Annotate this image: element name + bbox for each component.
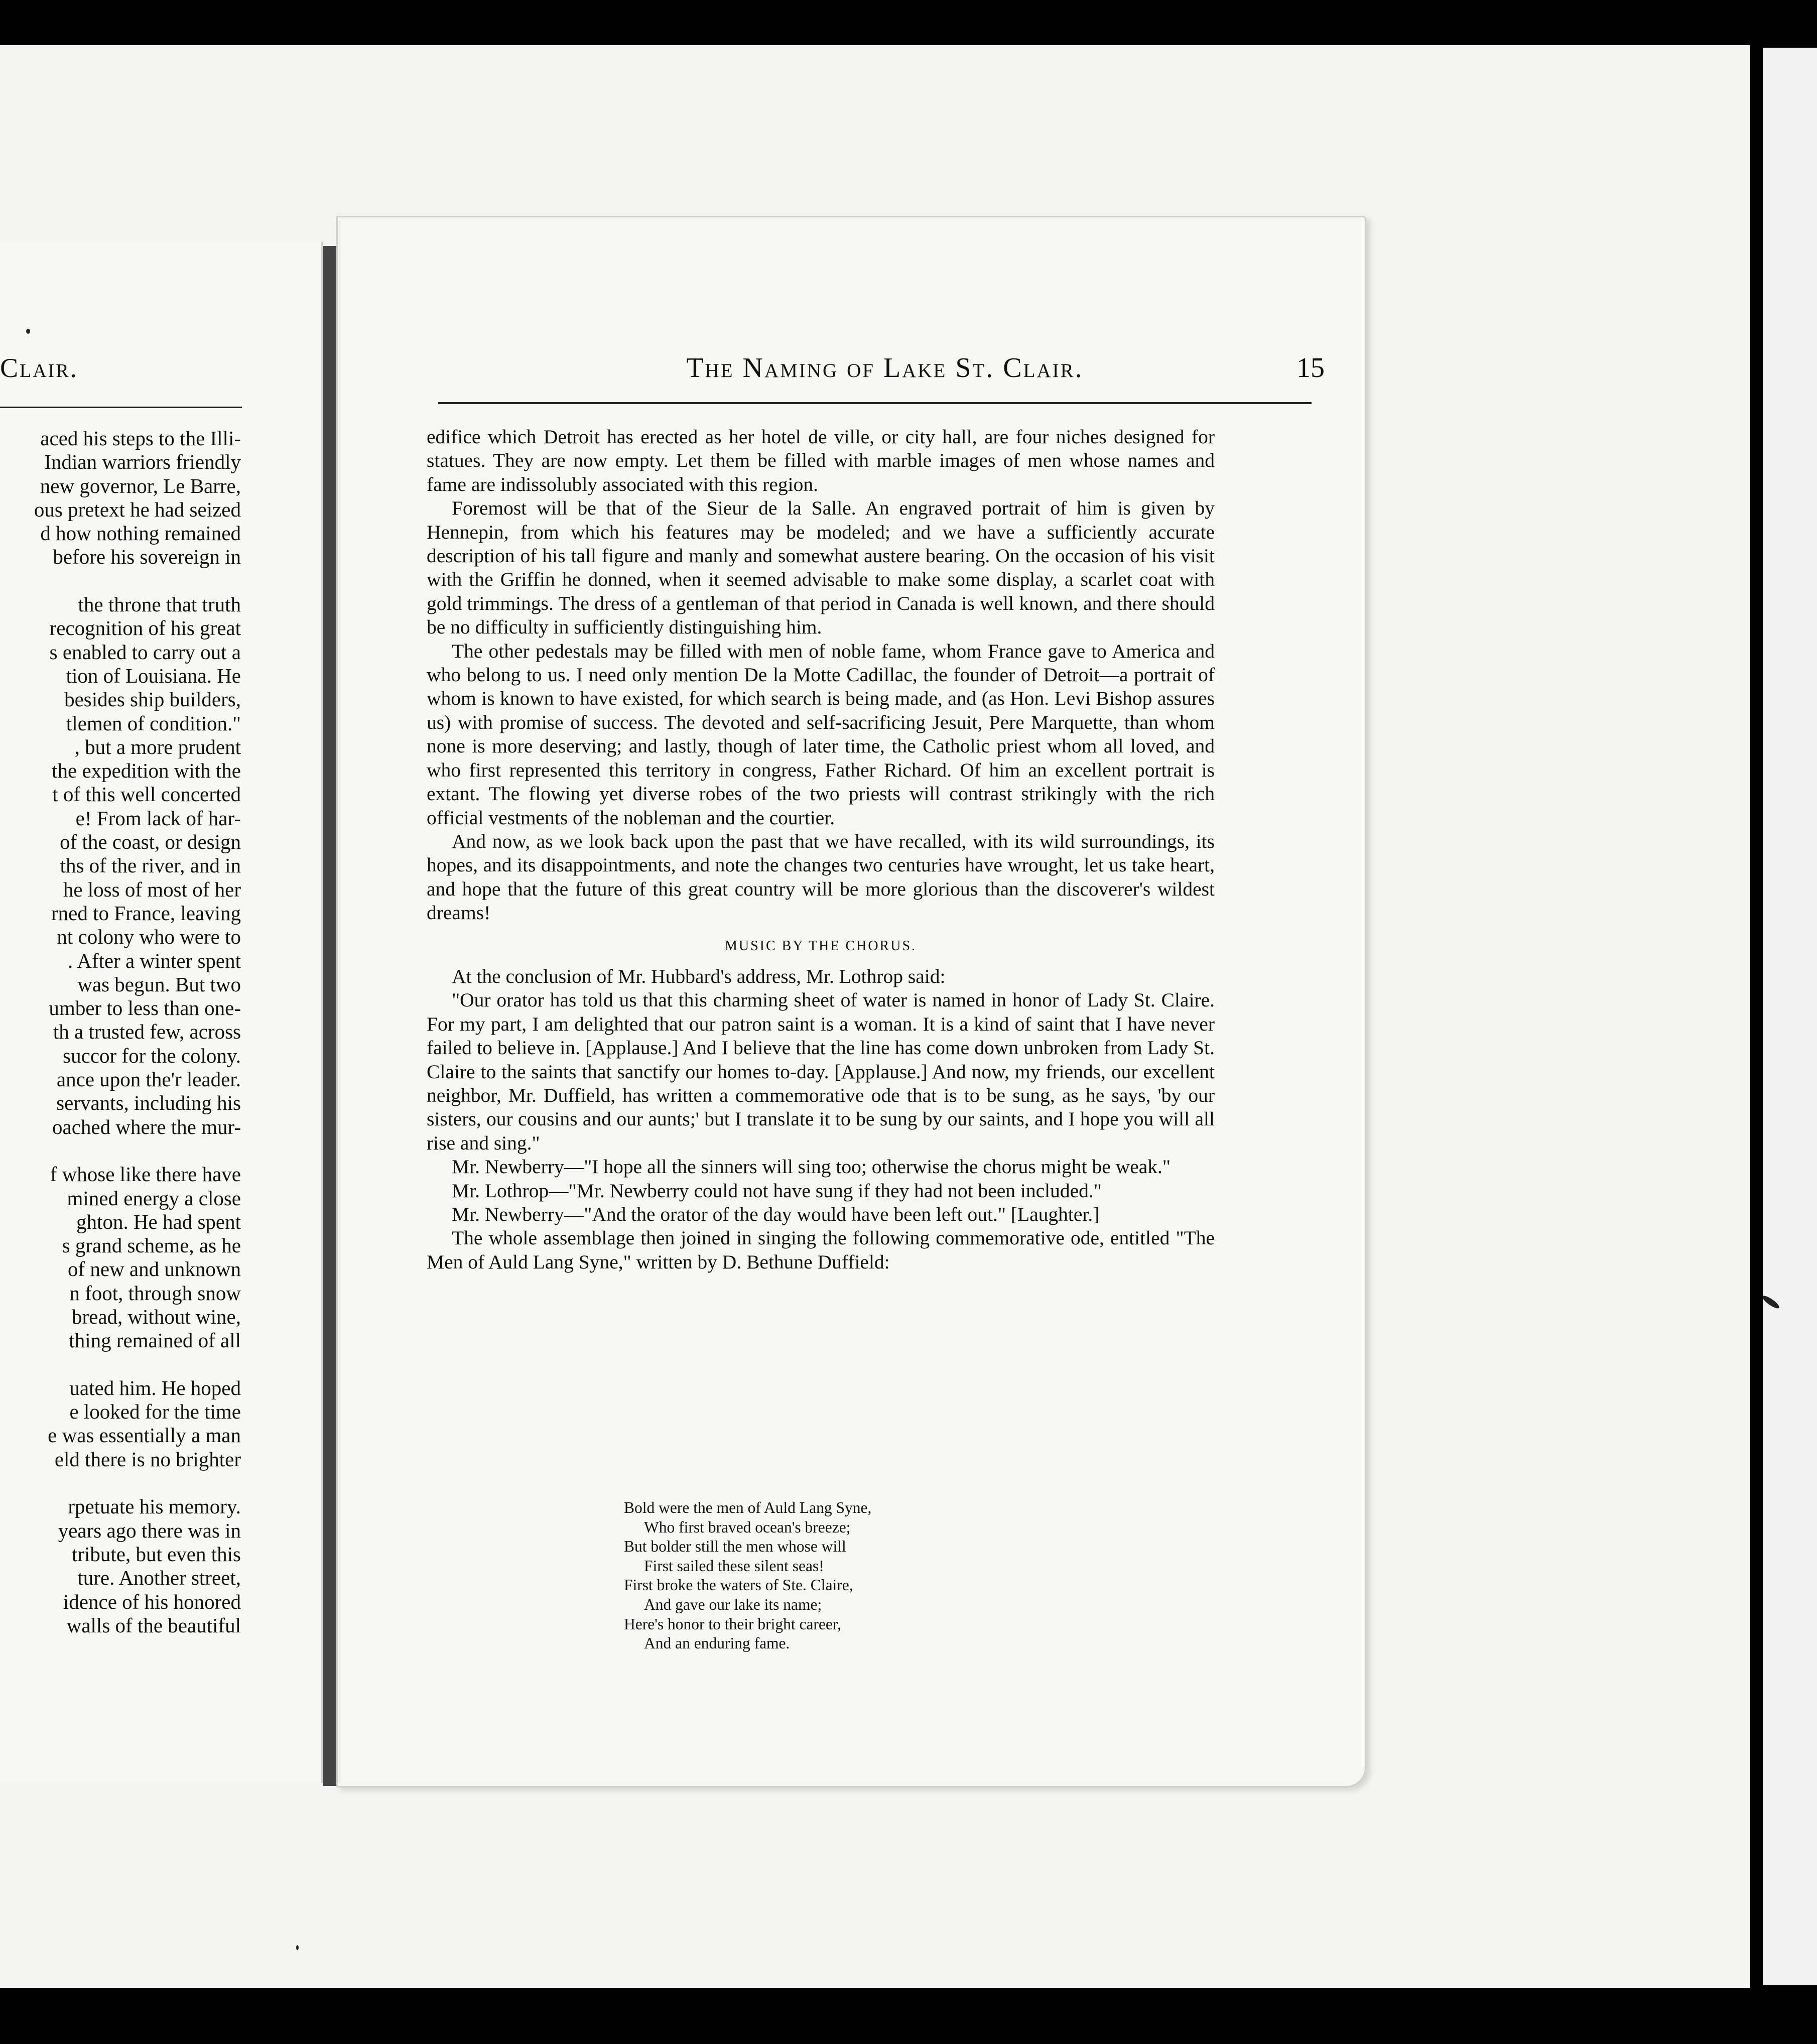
paragraph: The other pedestals may be filled with men of noble fame, whom France gave to America and who belong to us. I need only mention De la Motte Cadillac, the founder of Detroit—a portrait of whom is known to have existed, for which search is being made, and (as Hon. Levi Bishop assures us) with promise of success. The devoted and self-sacrificing Jesuit, Pere Marquette, than whom none is more deserving; and lastly, though of later time, the Catholic priest whom all loved, and who first represented this territory in congress, Father Richard. Of him an excellent portrait is extant. The flowing yet diverse robes of the two priests will contrast strikingly with the rich official vestments of the nobleman and the courtier. — [427, 640, 1215, 829]
poem-line: Here's honor to their bright career, — [624, 1615, 841, 1633]
previous-page-line — [0, 1471, 241, 1495]
previous-page-line: succor for the colony. — [63, 1044, 241, 1067]
previous-page-line — [0, 1353, 241, 1376]
previous-page-line: e looked for the time — [69, 1400, 241, 1424]
previous-page-line: idence of his honored — [63, 1590, 241, 1613]
running-title: The Naming of Lake St. Clair. — [686, 352, 1084, 384]
header-rule — [438, 402, 1312, 404]
paragraph: edifice which Detroit has erected as her hotel de ville, or city hall, are four niches designed for statues. They are now empty. Let them be filled with marble images of men whose names and fame are indissolubly associated with this region. — [427, 426, 1215, 495]
previous-page-line: ths of the river, and in — [60, 854, 241, 877]
previous-page-running-title: Clair. — [0, 353, 79, 383]
adjacent-page-edge — [1763, 48, 1817, 1985]
paragraph: And now, as we look back upon the past that we have recalled, with its wild surroundings, its hopes, and its disappointments, and note the changes two centuries have wrought, let us take heart, and hope that the future of this great country will be more glorious than the discoverer's wildest dreams! — [427, 830, 1215, 924]
previous-page-line: rned to France, leaving — [51, 901, 241, 925]
previous-page-line: s grand scheme, as he — [62, 1234, 241, 1257]
previous-page-line: besides ship builders, — [64, 688, 241, 711]
scan-speck — [296, 1945, 299, 1950]
previous-page-line: e was essentially a man — [48, 1424, 241, 1447]
paragraph: Foremost will be that of the Sieur de la Salle. An engraved portrait of him is given by Hennepin, from which his features may be modeled; and we have a sufficiently accurate description of his tall figure and manly and somewhat austere bearing. On the occasion of his visit with the Griffin he donned, when it seemed advisable to make some display, a scarlet coat with gold trimmings. The dress of a gentleman of that period in Canada is well known, and there should be no difficulty in sufficiently distinguishing him. — [427, 497, 1215, 638]
previous-page-line: of the coast, or design — [60, 830, 241, 854]
running-header — [584, 352, 1367, 385]
previous-page-line: nt colony who were to — [57, 925, 241, 949]
previous-page-line: n foot, through snow — [69, 1281, 241, 1305]
previous-page-line: t of this well concerted — [52, 783, 241, 806]
previous-page-line: eld there is no brighter — [54, 1447, 241, 1471]
previous-page-line: oached where the mur- — [52, 1115, 241, 1138]
previous-page-line: years ago there was in — [58, 1518, 241, 1542]
paragraph: Mr. Newberry—"And the orator of the day would have been left out." [Laughter.] — [452, 1203, 1100, 1225]
page-body — [427, 425, 1215, 1274]
paragraph: At the conclusion of Mr. Hubbard's address, Mr. Lothrop said: — [452, 965, 946, 987]
previous-page-line: before his sovereign in — [53, 545, 241, 569]
paragraph: Mr. Lothrop—"Mr. Newberry could not have sung if they had not been included." — [452, 1179, 1102, 1202]
previous-page-line: uated him. He hoped — [69, 1376, 241, 1399]
paragraph: "Our orator has told us that this charming sheet of water is named in honor of Lady St. Claire. For my part, I am delighted that our patron saint is a woman. It is a kind of saint that I have never failed to believe in. [Applause.] And I believe that the line has come down unbroken from Lady St. Claire to the saints that sanctify our homes to-day. [Applause.] And now, my friends, our excellent neighbor, Mr. Duffield, has written a commemorative ode that is to be sung, as he says, 'by our sisters, our cousins and our aunts;' but I translate it to be sung by our saints, and I hope you will all rise and sing." — [427, 989, 1215, 1154]
scan-border-bottom — [0, 1988, 1817, 2044]
previous-page-line: umber to less than one- — [49, 996, 241, 1020]
previous-page — [0, 242, 323, 1783]
previous-page-line: f whose like there have — [50, 1163, 241, 1186]
previous-page-line: ance upon the'r leader. — [56, 1068, 241, 1091]
ode-verse — [624, 1498, 1076, 1653]
book-spine-gutter — [323, 246, 336, 1786]
poem-line: Bold were the men of Auld Lang Syne, — [624, 1499, 872, 1516]
page-number: 15 — [1296, 352, 1325, 384]
previous-page-line: th a trusted few, across — [53, 1020, 241, 1044]
previous-page-line: mined energy a close — [67, 1186, 241, 1210]
previous-page-line: s enabled to carry out a — [49, 640, 241, 664]
poem-line: And an enduring fame. — [644, 1634, 790, 1652]
previous-page-line: was begun. But two — [77, 972, 241, 996]
previous-page-line: recognition of his great — [49, 616, 241, 640]
previous-page-line: the expedition with the — [52, 759, 241, 783]
previous-page-line: ous pretext he had seized — [34, 497, 241, 521]
previous-page-line: rpetuate his memory. — [68, 1495, 241, 1518]
poem-line: Who first braved ocean's breeze; — [644, 1518, 851, 1536]
page-15 — [336, 216, 1366, 1787]
previous-page-line: , but a more prudent — [74, 735, 241, 758]
poem-line: But bolder still the men whose will — [624, 1538, 846, 1556]
poem-line: First sailed these silent seas! — [644, 1557, 824, 1575]
scan-border-top — [0, 0, 1817, 45]
previous-page-text — [0, 427, 241, 1637]
previous-page-line: bread, without wine, — [71, 1305, 241, 1328]
previous-page-line: he loss of most of her — [63, 877, 241, 901]
previous-page-header-rule — [0, 407, 242, 408]
poem-line: And gave our lake its name; — [644, 1595, 822, 1613]
previous-page-line: tribute, but even this — [71, 1542, 241, 1566]
previous-page-line: tion of Louisiana. He — [66, 664, 241, 687]
previous-page-line: of new and unknown — [67, 1257, 241, 1281]
poem-line: First broke the waters of Ste. Claire, — [624, 1576, 853, 1594]
previous-page-line: tlemen of condition." — [66, 711, 241, 735]
previous-page-line: e! From lack of har- — [75, 806, 241, 830]
paragraph: Mr. Newberry—"I hope all the sinners will sing too; otherwise the chorus might be weak." — [452, 1156, 1171, 1178]
previous-page-line — [0, 569, 241, 593]
previous-page-line: Indian warriors friendly — [44, 450, 241, 474]
section-heading: MUSIC BY THE CHORUS. — [724, 938, 917, 954]
previous-page-line: ghton. He had spent — [76, 1210, 241, 1233]
previous-page-line: ture. Another street, — [77, 1566, 241, 1590]
scan-speck — [26, 329, 30, 334]
previous-page-line: thing remained of all — [69, 1329, 241, 1352]
paragraph: The whole assemblage then joined in singing the following commemorative ode, entitled "The Men of Auld Lang Syne," written by D. Bethune Duffield: — [427, 1227, 1215, 1273]
previous-page-line: aced his steps to the Illi- — [40, 427, 241, 450]
previous-page-line: . After a winter spent — [68, 949, 241, 972]
previous-page-line: new governor, Le Barre, — [40, 474, 241, 497]
previous-page-line: d how nothing remained — [40, 522, 241, 545]
previous-page-line: servants, including his — [56, 1091, 241, 1115]
previous-page-line: walls of the beautiful — [66, 1613, 241, 1637]
previous-page-line — [0, 1139, 241, 1163]
previous-page-line: the throne that truth — [78, 593, 241, 616]
